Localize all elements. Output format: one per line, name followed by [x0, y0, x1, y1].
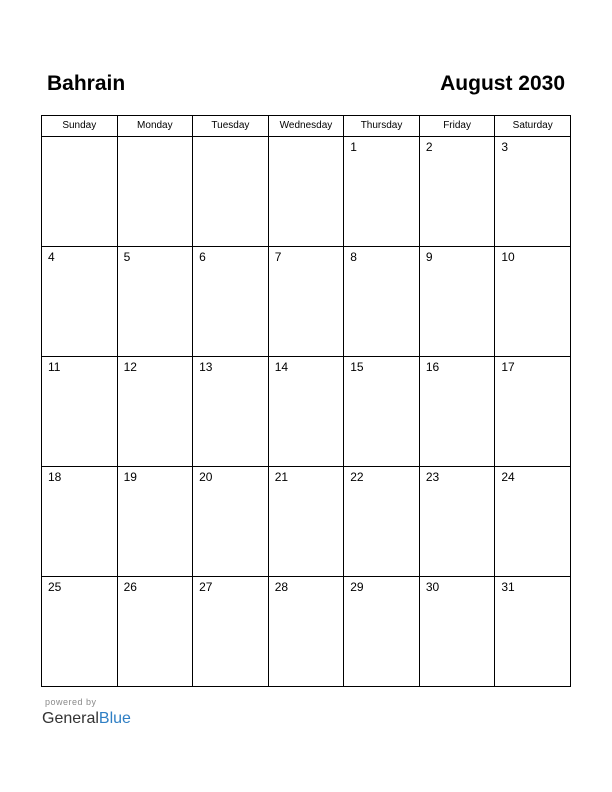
weekday-header: Saturday: [495, 116, 571, 137]
day-number: 16: [425, 360, 440, 374]
day-cell: [42, 577, 118, 687]
day-cell: [42, 467, 118, 577]
day-number: 12: [123, 360, 137, 374]
week-row: [42, 577, 571, 687]
day-number: [42, 137, 117, 140]
day-number: 7: [274, 250, 282, 264]
day-cell: [42, 247, 118, 357]
weekday-header: Friday: [419, 116, 495, 137]
day-cell: [495, 247, 571, 357]
day-number: 5: [123, 250, 131, 264]
day-cell: [193, 247, 269, 357]
weekday-header-row: [42, 116, 571, 137]
day-cell: [419, 357, 495, 467]
day-number: 26: [123, 580, 137, 594]
day-cell: [495, 357, 571, 467]
country-title: Bahrain: [47, 72, 126, 95]
day-cell: [495, 137, 571, 247]
day-number: 17: [501, 360, 515, 374]
weekday-header: Wednesday: [268, 116, 344, 137]
powered-by-text: powered by: [45, 697, 97, 707]
day-cell: [419, 247, 495, 357]
day-cell: [344, 577, 420, 687]
weekday-header: Thursday: [344, 116, 420, 137]
day-cell: [344, 137, 420, 247]
day-number: 28: [274, 580, 289, 594]
day-number: 9: [425, 250, 433, 264]
day-number: 20: [199, 470, 213, 484]
day-number: 25: [48, 580, 62, 594]
day-number: 3: [501, 140, 509, 154]
calendar-grid: [41, 115, 571, 687]
day-cell: [419, 467, 495, 577]
day-number: 11: [48, 360, 61, 374]
day-number: 15: [350, 360, 364, 374]
day-cell: [268, 467, 344, 577]
day-cell: [495, 467, 571, 577]
brand-general-text: General: [42, 710, 99, 727]
day-number: 27: [199, 580, 213, 594]
week-row: [42, 467, 571, 577]
brand-logo[interactable]: [42, 709, 131, 729]
day-cell: [268, 357, 344, 467]
day-number: 18: [48, 470, 62, 484]
day-number: 14: [274, 360, 289, 374]
day-number: 22: [350, 470, 364, 484]
day-cell: [117, 467, 193, 577]
day-cell: [117, 137, 193, 247]
day-cell: [419, 577, 495, 687]
day-cell: [419, 137, 495, 247]
day-cell: [268, 137, 344, 247]
day-cell: [495, 577, 571, 687]
week-row: [42, 247, 571, 357]
day-number: [269, 137, 344, 140]
day-cell: [117, 247, 193, 357]
day-number: 30: [425, 580, 440, 594]
day-number: 29: [350, 580, 364, 594]
day-cell: [117, 357, 193, 467]
day-cell: [117, 577, 193, 687]
week-row: [42, 357, 571, 467]
day-number: 21: [274, 470, 289, 484]
day-cell: [193, 577, 269, 687]
day-number: 19: [123, 470, 137, 484]
weekday-header: Monday: [117, 116, 193, 137]
day-number: 4: [48, 250, 55, 264]
day-number: 13: [199, 360, 213, 374]
day-cell: [42, 137, 118, 247]
day-cell: [193, 357, 269, 467]
day-cell: [193, 467, 269, 577]
day-cell: [344, 247, 420, 357]
weekday-header: Tuesday: [193, 116, 269, 137]
day-number: [193, 137, 268, 140]
month-year-title: August 2030: [440, 72, 565, 95]
day-number: 24: [501, 470, 515, 484]
day-number: 10: [501, 250, 515, 264]
brand-blue-text: Blue: [98, 710, 131, 727]
footer-branding[interactable]: [42, 697, 131, 729]
day-number: 2: [425, 140, 433, 154]
day-number: 1: [350, 140, 357, 154]
day-number: 23: [425, 470, 440, 484]
day-number: 8: [350, 250, 357, 264]
day-cell: [42, 357, 118, 467]
day-cell: [193, 137, 269, 247]
weekday-header: Sunday: [42, 116, 118, 137]
day-cell: [268, 577, 344, 687]
day-number: 6: [199, 250, 206, 264]
day-number: 31: [501, 580, 515, 594]
day-number: [118, 137, 193, 140]
day-cell: [344, 467, 420, 577]
day-cell: [344, 357, 420, 467]
day-cell: [268, 247, 344, 357]
week-row: [42, 137, 571, 247]
